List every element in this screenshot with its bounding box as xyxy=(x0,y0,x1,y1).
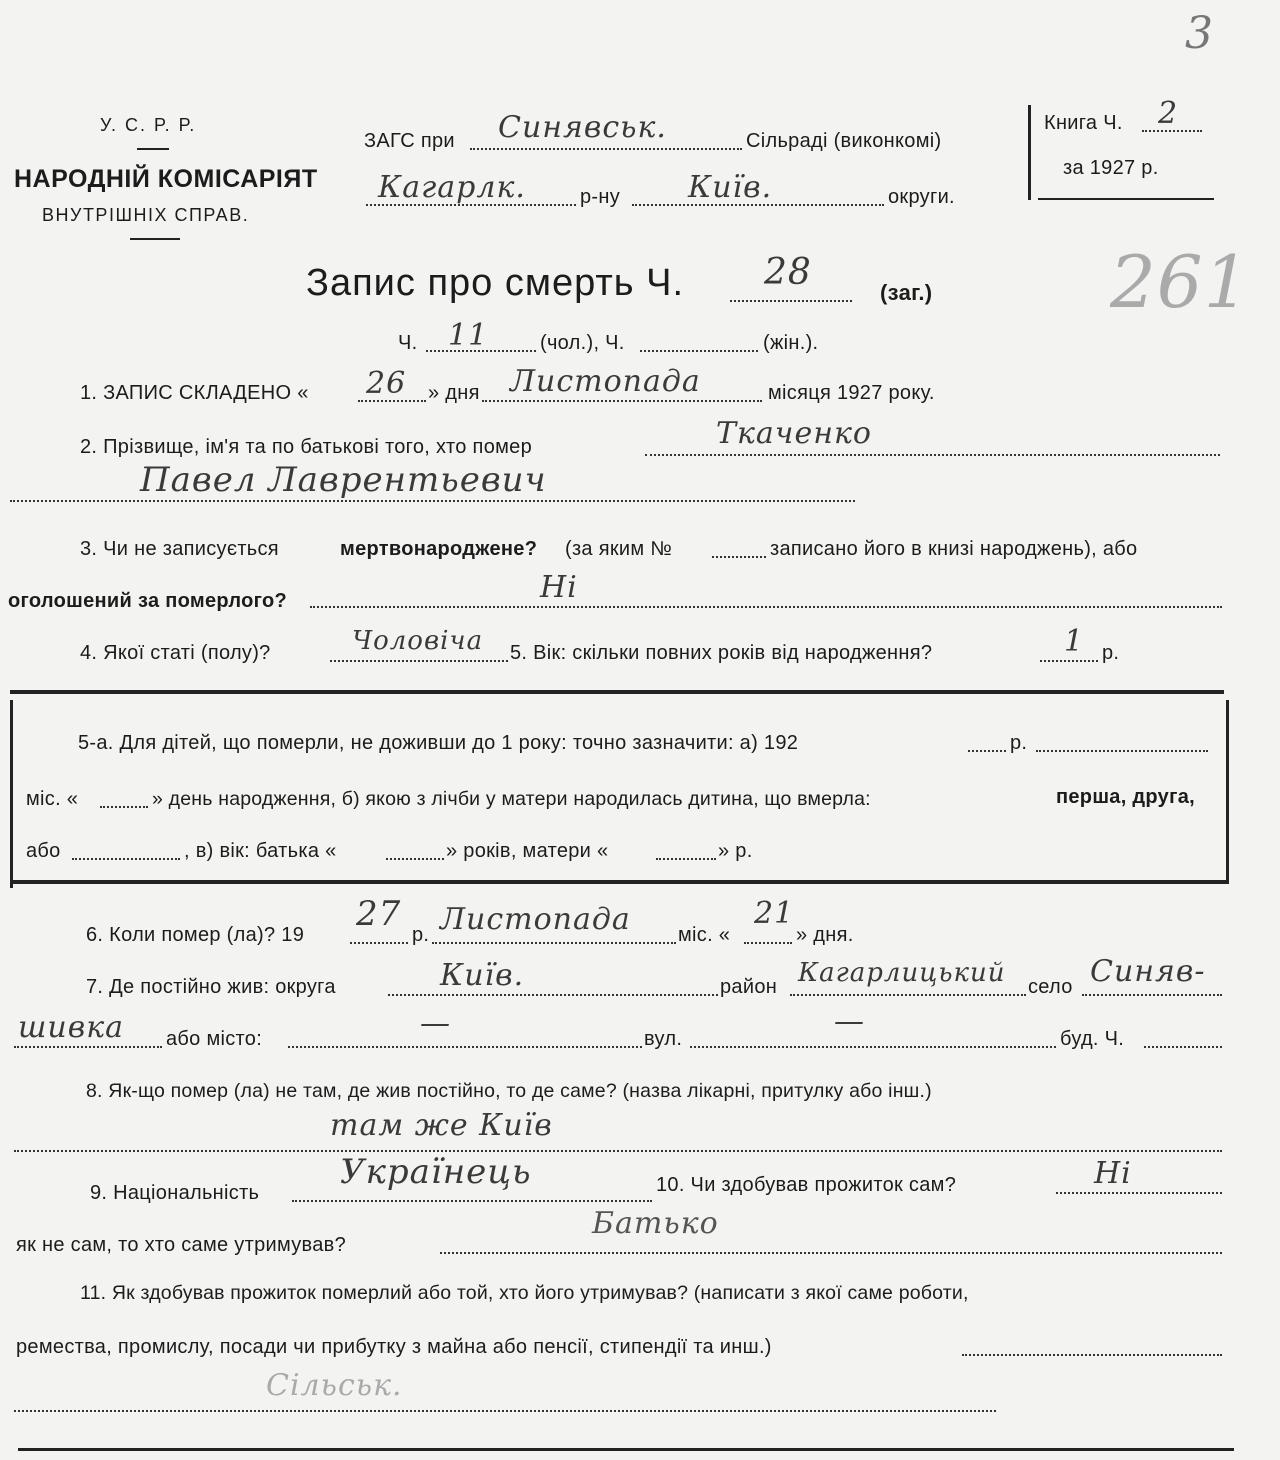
item7-misto-value: — xyxy=(420,1006,451,1041)
zags-okrug-value: Київ. xyxy=(688,170,773,205)
item3-label-a: 3. Чи не записується xyxy=(80,538,279,560)
item1-end: місяця 1927 року. xyxy=(768,382,935,404)
item6-year-line xyxy=(350,942,408,944)
item2-surname-line xyxy=(645,454,1220,456)
zags-okrug-label: округи. xyxy=(888,186,955,208)
item5-age-line xyxy=(1040,660,1098,662)
zags-village-line xyxy=(470,148,742,150)
item5a-line3-b: , в) вік: батька « xyxy=(184,840,337,862)
title-ch-label: Ч. xyxy=(398,332,418,354)
item7-vul-line xyxy=(690,1046,1056,1048)
item11-line1: 11. Як здобував прожиток померлий або той, хто його утримував? (написати з якої саме роботи, xyxy=(80,1282,969,1304)
zags-council-label: Сільраді (виконкомі) xyxy=(746,130,942,152)
item8-answer-line xyxy=(14,1150,1222,1152)
item7-bud-label: буд. Ч. xyxy=(1060,1028,1125,1050)
box-bottom-rule xyxy=(10,880,1229,884)
item3-label-d: записано його в книзі народжень), або xyxy=(770,538,1138,560)
item7-selo-value: Синяв- xyxy=(1090,954,1206,989)
book-number-value: 2 xyxy=(1158,96,1179,131)
corner-page-mark: 3 xyxy=(1185,8,1214,59)
item7-rayon-label: район xyxy=(720,976,778,998)
item5a-line2-a: міс. « xyxy=(26,788,79,810)
item5a-mother-age-line xyxy=(656,858,716,860)
item6-month-value: Листопада xyxy=(440,902,631,937)
zags-village-value: Синявськ. xyxy=(498,110,667,145)
item7-misto-label: або місто: xyxy=(166,1028,263,1050)
item5a-order-line xyxy=(72,858,180,860)
item4-sex-value: Чоловіча xyxy=(352,626,484,656)
item11-line2-fill xyxy=(962,1354,1222,1356)
item4-label: 4. Якої статі (полу)? xyxy=(80,642,271,664)
record-number-line xyxy=(730,300,852,302)
item6-mis: міс. « xyxy=(678,924,731,946)
box-right-rule xyxy=(1226,700,1229,882)
item7-vul-label: вул. xyxy=(644,1028,683,1050)
item5a-year-line xyxy=(968,750,1006,752)
item2-name-line xyxy=(10,500,855,502)
item7-okrug-line xyxy=(388,994,718,996)
item10b-answer-line xyxy=(440,1252,1222,1254)
item2-name-value: Павел Лаврентьевич xyxy=(140,460,547,500)
item3-answer-line xyxy=(310,606,1222,608)
item7-selo-line xyxy=(1082,994,1222,996)
item5-age-label: 5. Вік: скільки повних років від народження? xyxy=(510,642,933,664)
item6-year-value: 27 xyxy=(356,894,402,934)
item5a-father-age-line xyxy=(386,858,444,860)
item3-answer-value: Ні xyxy=(540,570,578,605)
record-number-value: 28 xyxy=(764,252,812,293)
item7-bud-line xyxy=(1144,1046,1222,1048)
item6-r: р. xyxy=(412,924,430,946)
item1-day-value: 26 xyxy=(366,366,407,401)
item7-vul-value: — xyxy=(834,1004,865,1039)
item7-okrug-value: Київ. xyxy=(440,958,525,993)
item5a-line3-a: або xyxy=(26,840,61,862)
item1-month-value: Листопада xyxy=(510,364,701,399)
item5a-line1-end: р. xyxy=(1010,732,1028,754)
page-bottom-rule xyxy=(18,1448,1234,1451)
zags-prefix: ЗАГС при xyxy=(364,130,455,152)
item11-answer-line xyxy=(14,1410,996,1412)
item7-label: 7. Де постійно жив: округа xyxy=(86,976,336,998)
item8-answer-value: там же Київ xyxy=(330,1108,553,1143)
item6-day-value: 21 xyxy=(754,896,795,931)
item5a-line2-c: перша, друга, xyxy=(1056,786,1196,808)
stamp-number: 261 xyxy=(1110,240,1251,324)
zags-district-label: р-ну xyxy=(580,186,621,208)
item7-rayon-line xyxy=(790,994,1026,996)
header-department: ВНУТРІШНІХ СПРАВ. xyxy=(42,205,250,225)
item6-label: 6. Коли помер (ла)? 19 xyxy=(86,924,305,946)
male-count-value: 11 xyxy=(448,318,489,353)
header-republic: У. С. Р. Р. xyxy=(100,115,197,135)
item5a-line3-c: » років, матери « xyxy=(446,840,609,862)
book-label: Книга Ч. xyxy=(1044,112,1123,134)
record-title: Запис про смерть Ч. xyxy=(306,262,685,304)
box-top-rule xyxy=(10,690,1224,694)
item1-month-line xyxy=(482,400,762,402)
header-rule-bottom xyxy=(130,238,180,240)
item10-label: 10. Чи здобував прожиток сам? xyxy=(656,1174,957,1196)
item11-answer-value: Сільськ. xyxy=(266,1368,403,1403)
item10-answer-value: Ні xyxy=(1094,1156,1132,1191)
item8-label: 8. Як-що помер (ла) не там, де жив постійно, то де саме? (назва лікарні, притулку або інш.) xyxy=(86,1080,932,1102)
item9-label: 9. Національність xyxy=(90,1182,260,1204)
item10b-label: як не сам, то хто саме утримував? xyxy=(16,1234,347,1256)
item5a-day-line xyxy=(100,806,148,808)
item5-age-value: 1 xyxy=(1064,624,1085,659)
item7-selo2-line xyxy=(14,1046,162,1048)
item2-label: 2. Прізвище, ім'я та по батькові того, хто помер xyxy=(80,436,533,458)
item5a-month-line xyxy=(1036,750,1208,752)
item10b-answer-value: Батько xyxy=(592,1206,719,1241)
item7-misto-line xyxy=(288,1046,642,1048)
item6-month-line xyxy=(432,942,676,944)
item11-line2: ремества, промислу, посади чи прибутку з майна або пенсії, стипендії та инш.) xyxy=(16,1336,772,1358)
item1-mid: » дня xyxy=(428,382,480,404)
female-count-line xyxy=(640,350,758,352)
header-commissariat: НАРОДНІЙ КОМІСАРІЯТ xyxy=(14,165,318,193)
item5a-line2-b: » день народження, б) якою з лічби у матери народилась дитина, що вмерла: xyxy=(152,788,871,810)
item3-label-c: (за яким № xyxy=(565,538,673,560)
item10-answer-line xyxy=(1056,1192,1222,1194)
item5-age-unit: р. xyxy=(1102,642,1120,664)
male-count-label: (чол.), Ч. xyxy=(540,332,625,354)
item9-nation-value: Українець xyxy=(340,1152,532,1192)
item5a-line1: 5-а. Для дітей, що померли, не доживши до 1 року: точно зазначити: а) 192 xyxy=(78,732,799,754)
female-count-label: (жін.). xyxy=(763,332,819,354)
item6-day-line xyxy=(744,942,792,944)
item3-label-b: мертвонароджене? xyxy=(340,538,538,560)
header-rule-top xyxy=(137,148,169,150)
item1-label: 1. ЗАПИС СКЛАДЕНО « xyxy=(80,382,309,404)
record-suffix: (заг.) xyxy=(880,280,933,305)
item7-selo2-value: шивка xyxy=(18,1010,125,1045)
zags-district-value: Кагарлк. xyxy=(378,170,526,205)
item7-rayon-value: Кагарлицький xyxy=(798,958,1006,988)
item2-surname-value: Ткаченко xyxy=(716,416,872,451)
book-box-left-rule xyxy=(1028,105,1031,200)
box-left-rule xyxy=(10,700,13,888)
item9-nation-line xyxy=(292,1200,652,1202)
item3-label-e: оголошений за померлого? xyxy=(8,590,288,612)
item4-sex-line xyxy=(330,660,508,662)
book-box-bottom-rule xyxy=(1038,198,1214,200)
book-year: за 1927 р. xyxy=(1063,157,1159,179)
item7-selo-label: село xyxy=(1028,976,1073,998)
item5a-line3-d: » р. xyxy=(718,840,753,862)
item6-end: » дня. xyxy=(796,924,854,946)
item3-number-line xyxy=(712,556,766,558)
